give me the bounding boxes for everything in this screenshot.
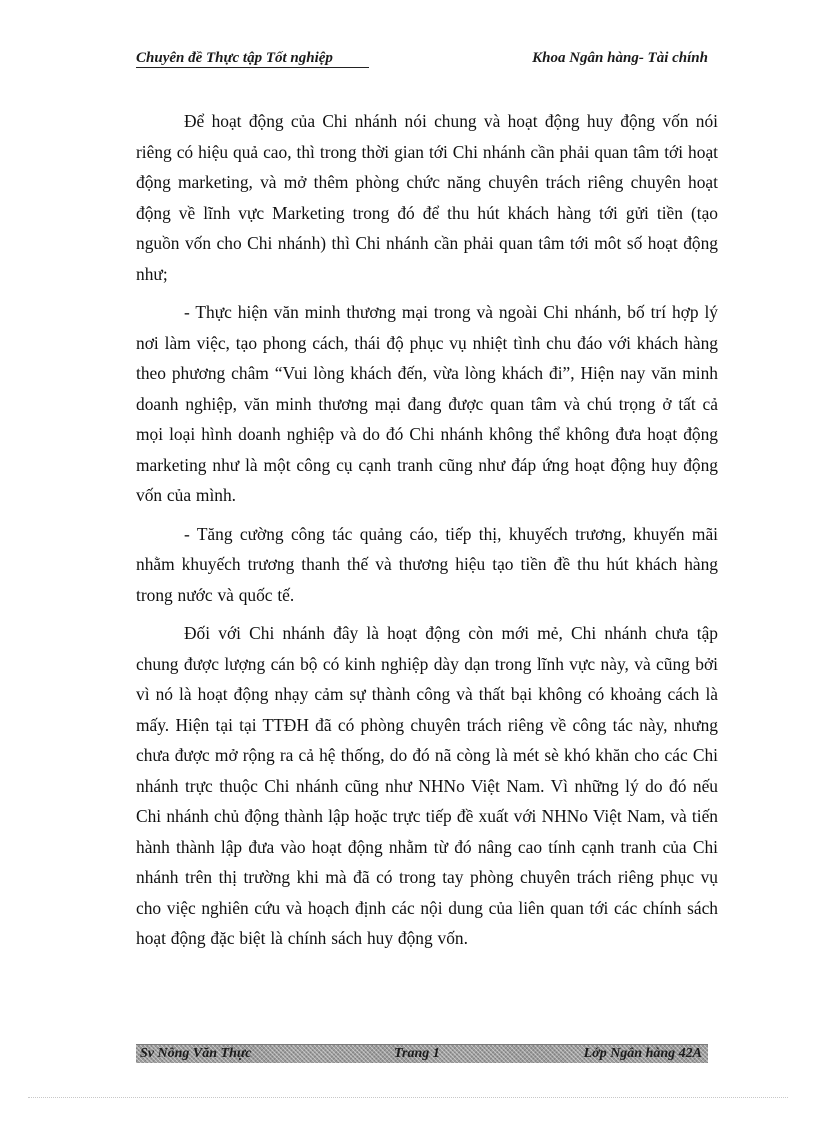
- body-paragraph: Để hoạt động của Chi nhánh nói chung và hoạt động huy động vốn nói riêng có hiệu quả cao, thì trong thời gian tới Chi nhánh cần phải quan tâm tới hoạt động marketing, và mở thêm phòng chức năng chuyên trách riêng chuyên hoạt động về lĩnh vực Marketing trong đó để thu hút khách hàng tới gửi tiền (tạo nguồn vốn cho Chi nhánh) thì Chi nhánh cần phải quan tâm tới môt số hoạt động như;: [136, 111, 718, 284]
- page-header: [136, 46, 712, 70]
- document-body: [136, 106, 718, 962]
- body-paragraph: - Thực hiện văn minh thương mại trong và ngoài Chi nhánh, bố trí hợp lý nơi làm việc, tạo phong cách, thái độ phục vụ nhiệt tình chu đáo với khách hàng theo phương châm “Vui lòng khách đến, vừa lòng khách đi”, Hiện nay văn minh doanh nghiệp, văn minh thương mại đang được quan tâm và chú trọng ở tất cả mọi loại hình doanh nghiệp và do đó Chi nhánh không thể không đưa hoạt động marketing như là một công cụ cạnh tranh cũng như đáp ứng hoạt động huy động vốn của mình.: [136, 302, 718, 505]
- footer-author: Sv Nông Văn Thực: [140, 1046, 252, 1061]
- header-faculty: Khoa Ngân hàng- Tài chính: [532, 50, 708, 66]
- footer-class: Lớp Ngân hàng 42A: [583, 1046, 702, 1061]
- body-paragraph: - Tăng cường công tác quảng cáo, tiếp thị, khuyếch trương, khuyến mãi nhằm khuyếch trương thanh thế và thương hiệu tạo tiền đề thu hút khách hàng trong nước và quốc tế.: [136, 523, 718, 605]
- footer-page-number: Trang 1: [394, 1046, 440, 1061]
- header-document-title: Chuyên đề Thực tập Tốt nghiệp: [136, 50, 369, 68]
- body-paragraph: Đối với Chi nhánh đây là hoạt động còn mới mẻ, Chi nhánh chưa tập chung được lượng cán bộ có kinh nghiệp dày dạn trong lĩnh vực này, và cũng bởi vì nó là hoạt động nhạy cảm sự thành công và thất bại không có khoảng cách là mấy. Hiện tại tại TTĐH đã có phòng chuyên trách riêng về công tác này, nhưng chưa được mở rộng ra cả hệ thống, do đó nã còng là mét sè khó khăn cho các Chi nhánh trực thuộc Chi nhánh cũng như NHNo Việt Nam. Vì những lý do đó nếu Chi nhánh chủ động thành lập hoặc trực tiếp đề xuất với NHNo Việt Nam, và tiến hành thành lập đưa vào hoạt động nhằm từ đó nâng cao tính cạnh tranh của Chi nhánh trên thị trường khi mà đã có trong tay phòng chuyên trách riêng phục vụ cho việc nghiên cứu và hoạch định các nội dung của liên quan tới các chính sách hoạt động đặc biệt là chính sách huy động vốn.: [136, 623, 718, 948]
- page-bottom-divider: [28, 1097, 788, 1098]
- page-footer: [136, 1044, 708, 1063]
